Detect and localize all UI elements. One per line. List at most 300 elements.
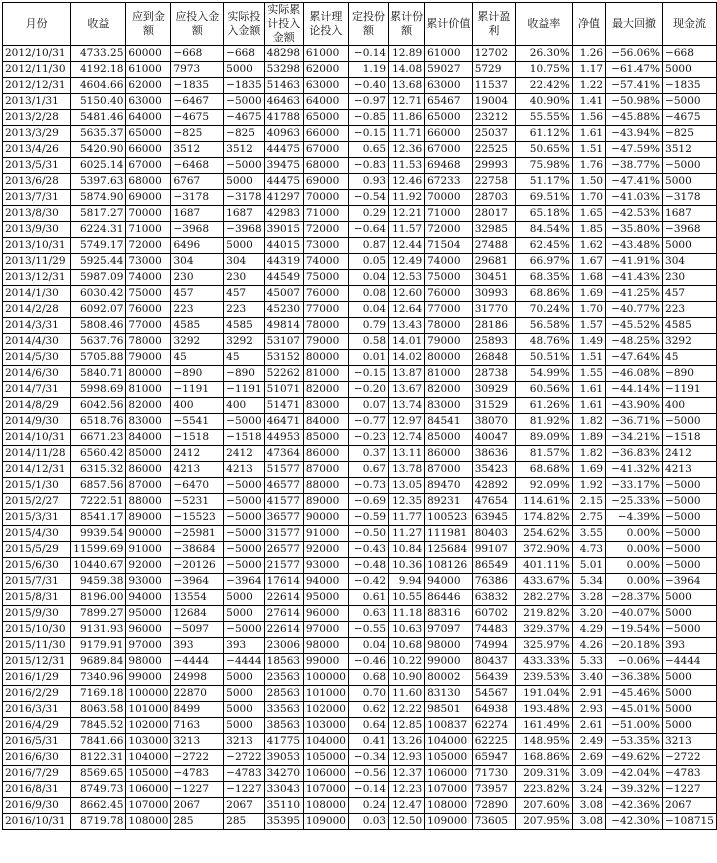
table-row	[3, 382, 717, 398]
cell-actual-investment: 5000	[224, 686, 265, 702]
cell-due-amount: 74000	[126, 270, 171, 286]
cell-net-value: 1.67	[572, 254, 605, 270]
cell-cumulative-actual: 46471	[264, 414, 303, 430]
cell-cumulative-value: 100837	[425, 718, 473, 734]
cell-cumulative-profit: 22758	[472, 174, 515, 190]
cell-cumulative-actual: 51463	[264, 78, 303, 94]
cell-cumulative-shares: 12.22	[389, 702, 425, 718]
cell-fixed-shares: 0.65	[348, 142, 388, 158]
cell-cumulative-theoretical: 97000	[303, 622, 348, 638]
cell-due-amount: 107000	[126, 798, 171, 814]
cell-cash-flow: 4585	[663, 318, 717, 334]
col-header-max-drawdown: 最大回撤	[606, 3, 663, 46]
cell-fixed-shares: −0.83	[348, 158, 388, 174]
cell-due-amount: 68000	[126, 174, 171, 190]
table-row	[3, 654, 717, 670]
cell-cumulative-actual: 22614	[264, 622, 303, 638]
cell-due-amount: 86000	[126, 462, 171, 478]
cell-cumulative-shares: 14.02	[389, 350, 425, 366]
cell-income: 10440.67	[71, 558, 126, 574]
cell-net-value: 4.29	[572, 622, 605, 638]
table-row	[3, 334, 717, 350]
cell-income: 5749.17	[71, 238, 126, 254]
cell-return-rate: 56.58%	[515, 318, 572, 334]
cell-return-rate: 433.33%	[515, 654, 572, 670]
cell-due-amount: 80000	[126, 366, 171, 382]
cell-cumulative-value: 98501	[425, 702, 473, 718]
cell-month: 2013/6/28	[3, 174, 71, 190]
cell-due-amount: 102000	[126, 718, 171, 734]
cell-month: 2014/6/30	[3, 366, 71, 382]
cell-actual-investment: −4783	[224, 766, 265, 782]
cell-income: 5998.69	[71, 382, 126, 398]
cell-cumulative-actual: 17614	[264, 574, 303, 590]
cell-planned-investment: 230	[171, 270, 224, 286]
cell-cumulative-profit: 63945	[472, 510, 515, 526]
cell-due-amount: 91000	[126, 542, 171, 558]
cell-net-value: 3.08	[572, 798, 605, 814]
cell-return-rate: 81.92%	[515, 414, 572, 430]
cell-cumulative-theoretical: 67000	[303, 142, 348, 158]
cell-cash-flow: −4444	[663, 654, 717, 670]
cell-cumulative-value: 80000	[425, 350, 473, 366]
cell-max-drawdown: −42.04%	[606, 766, 663, 782]
cell-cumulative-value: 108126	[425, 558, 473, 574]
cell-planned-investment: −825	[171, 126, 224, 142]
cell-income: 6857.56	[71, 478, 126, 494]
cell-cumulative-value: 84541	[425, 414, 473, 430]
cell-return-rate: 89.09%	[515, 430, 572, 446]
cell-due-amount: 96000	[126, 622, 171, 638]
cell-income: 5705.88	[71, 350, 126, 366]
cell-fixed-shares: 0.68	[348, 670, 388, 686]
cell-planned-investment: −5541	[171, 414, 224, 430]
cell-cumulative-actual: 38563	[264, 718, 303, 734]
cell-return-rate: 62.45%	[515, 238, 572, 254]
table-header	[3, 3, 717, 46]
cell-month: 2015/10/30	[3, 622, 71, 638]
cell-cumulative-profit: 99107	[472, 542, 515, 558]
cell-cumulative-theoretical: 82000	[303, 382, 348, 398]
cell-max-drawdown: −41.32%	[606, 462, 663, 478]
cell-cumulative-actual: 27614	[264, 606, 303, 622]
cell-cumulative-value: 83130	[425, 686, 473, 702]
cell-income: 8196.00	[71, 590, 126, 606]
cell-fixed-shares: −0.20	[348, 382, 388, 398]
cell-max-drawdown: −47.59%	[606, 142, 663, 158]
cell-fixed-shares: 0.58	[348, 334, 388, 350]
cell-cash-flow: 393	[663, 638, 717, 654]
cell-month: 2014/8/29	[3, 398, 71, 414]
cell-cumulative-actual: 45007	[264, 286, 303, 302]
cell-net-value: 3.09	[572, 766, 605, 782]
cell-planned-investment: −890	[171, 366, 224, 382]
cell-actual-investment: 5000	[224, 606, 265, 622]
cell-actual-investment: −1227	[224, 782, 265, 798]
cell-planned-investment: 13554	[171, 590, 224, 606]
cell-cumulative-profit: 62274	[472, 718, 515, 734]
cell-cumulative-value: 85000	[425, 430, 473, 446]
cell-actual-investment: −5000	[224, 526, 265, 542]
cell-cumulative-actual: 23563	[264, 670, 303, 686]
cell-cumulative-theoretical: 81000	[303, 366, 348, 382]
cell-cumulative-actual: 31577	[264, 526, 303, 542]
cell-max-drawdown: −42.53%	[606, 206, 663, 222]
cell-income: 9131.93	[71, 622, 126, 638]
cell-actual-investment: 5000	[224, 590, 265, 606]
cell-max-drawdown: −34.21%	[606, 430, 663, 446]
cell-cumulative-shares: 11.57	[389, 222, 425, 238]
cell-month: 2013/7/31	[3, 190, 71, 206]
cell-fixed-shares: 0.37	[348, 446, 388, 462]
cell-cumulative-shares: 12.74	[389, 430, 425, 446]
cell-cumulative-theoretical: 85000	[303, 430, 348, 446]
cell-return-rate: 207.95%	[515, 814, 572, 830]
cell-max-drawdown: −35.80%	[606, 222, 663, 238]
cell-cumulative-profit: 28186	[472, 318, 515, 334]
cell-max-drawdown: 0.00%	[606, 574, 663, 590]
cell-cash-flow: 4213	[663, 462, 717, 478]
cell-return-rate: 329.37%	[515, 622, 572, 638]
cell-cumulative-value: 67000	[425, 142, 473, 158]
cell-net-value: 1.61	[572, 126, 605, 142]
table-row	[3, 254, 717, 270]
cell-max-drawdown: −42.30%	[606, 814, 663, 830]
table-row	[3, 750, 717, 766]
cell-income: 9939.54	[71, 526, 126, 542]
cell-actual-investment: −668	[224, 46, 265, 62]
cell-cumulative-profit: 40047	[472, 430, 515, 446]
cell-return-rate: 10.75%	[515, 62, 572, 78]
cell-planned-investment: 400	[171, 398, 224, 414]
cell-cash-flow: −5000	[663, 510, 717, 526]
cell-cumulative-theoretical: 61000	[303, 46, 348, 62]
table-row	[3, 798, 717, 814]
cell-cumulative-theoretical: 91000	[303, 526, 348, 542]
cell-planned-investment: −6468	[171, 158, 224, 174]
cell-cumulative-theoretical: 102000	[303, 702, 348, 718]
cell-cumulative-value: 89231	[425, 494, 473, 510]
col-header-month: 月份	[3, 3, 71, 46]
cell-cumulative-theoretical: 106000	[303, 766, 348, 782]
cell-cash-flow: −108715	[663, 814, 717, 830]
cell-month: 2016/10/31	[3, 814, 71, 830]
cell-net-value: 1.92	[572, 478, 605, 494]
cell-cumulative-value: 87000	[425, 462, 473, 478]
cell-income: 6671.23	[71, 430, 126, 446]
cell-net-value: 5.34	[572, 574, 605, 590]
cell-net-value: 1.69	[572, 462, 605, 478]
cell-net-value: 4.26	[572, 638, 605, 654]
cell-cumulative-theoretical: 70000	[303, 190, 348, 206]
cell-cumulative-profit: 38070	[472, 414, 515, 430]
cell-cumulative-profit: 23212	[472, 110, 515, 126]
cell-actual-investment: 4213	[224, 462, 265, 478]
cell-net-value: 1.76	[572, 158, 605, 174]
cell-cash-flow: −5000	[663, 558, 717, 574]
cell-net-value: 1.51	[572, 350, 605, 366]
cell-cumulative-actual: 44015	[264, 238, 303, 254]
cell-due-amount: 71000	[126, 222, 171, 238]
cell-cumulative-actual: 44475	[264, 142, 303, 158]
cell-net-value: 5.33	[572, 654, 605, 670]
cell-max-drawdown: −45.88%	[606, 110, 663, 126]
cell-fixed-shares: 0.24	[348, 798, 388, 814]
cell-max-drawdown: −49.62%	[606, 750, 663, 766]
cell-cumulative-actual: 47364	[264, 446, 303, 462]
cell-actual-investment: −2722	[224, 750, 265, 766]
cell-cumulative-value: 71504	[425, 238, 473, 254]
cell-fixed-shares: 0.04	[348, 638, 388, 654]
cell-cumulative-shares: 12.49	[389, 254, 425, 270]
cell-cumulative-theoretical: 65000	[303, 110, 348, 126]
cell-cumulative-profit: 73957	[472, 782, 515, 798]
table-row	[3, 814, 717, 830]
cell-cumulative-theoretical: 93000	[303, 558, 348, 574]
cell-cumulative-profit: 28703	[472, 190, 515, 206]
cell-cumulative-theoretical: 68000	[303, 158, 348, 174]
cell-max-drawdown: −61.47%	[606, 62, 663, 78]
cell-income: 4192.18	[71, 62, 126, 78]
cell-cumulative-value: 94000	[425, 574, 473, 590]
cell-cumulative-actual: 51471	[264, 398, 303, 414]
cell-net-value: 2.15	[572, 494, 605, 510]
cell-month: 2016/3/31	[3, 702, 71, 718]
cell-cumulative-actual: 39053	[264, 750, 303, 766]
cell-due-amount: 77000	[126, 318, 171, 334]
cell-due-amount: 63000	[126, 94, 171, 110]
cell-fixed-shares: −0.77	[348, 414, 388, 430]
table-row	[3, 702, 717, 718]
cell-cumulative-actual: 26577	[264, 542, 303, 558]
cell-due-amount: 65000	[126, 126, 171, 142]
cell-cumulative-shares: 11.77	[389, 510, 425, 526]
cell-month: 2014/9/30	[3, 414, 71, 430]
cell-fixed-shares: −0.48	[348, 558, 388, 574]
cell-cumulative-profit: 19004	[472, 94, 515, 110]
cell-due-amount: 104000	[126, 750, 171, 766]
cell-cumulative-shares: 12.50	[389, 814, 425, 830]
cell-cash-flow: −5000	[663, 414, 717, 430]
cell-cumulative-shares: 13.43	[389, 318, 425, 334]
cell-cash-flow: −890	[663, 366, 717, 382]
cell-cumulative-value: 99000	[425, 654, 473, 670]
cell-month: 2016/9/30	[3, 798, 71, 814]
cell-cumulative-actual: 51577	[264, 462, 303, 478]
cell-cumulative-value: 76000	[425, 286, 473, 302]
cell-return-rate: 51.17%	[515, 174, 572, 190]
cell-planned-investment: 393	[171, 638, 224, 654]
cell-cumulative-profit: 30451	[472, 270, 515, 286]
cell-cumulative-shares: 12.35	[389, 494, 425, 510]
cell-cumulative-theoretical: 107000	[303, 782, 348, 798]
table-row	[3, 190, 717, 206]
cell-cumulative-shares: 12.53	[389, 270, 425, 286]
cell-cumulative-value: 106000	[425, 766, 473, 782]
cell-actual-investment: 1687	[224, 206, 265, 222]
cell-due-amount: 106000	[126, 782, 171, 798]
cell-cumulative-profit: 71730	[472, 766, 515, 782]
cell-cumulative-theoretical: 69000	[303, 174, 348, 190]
cell-planned-investment: −20126	[171, 558, 224, 574]
cell-max-drawdown: −47.41%	[606, 174, 663, 190]
cell-fixed-shares: −0.43	[348, 542, 388, 558]
cell-income: 4604.66	[71, 78, 126, 94]
cell-cumulative-shares: 13.68	[389, 78, 425, 94]
cell-cumulative-theoretical: 78000	[303, 318, 348, 334]
cell-net-value: 1.56	[572, 110, 605, 126]
col-header-cumulative-profit: 累计盈利	[472, 3, 515, 46]
cell-cumulative-actual: 53152	[264, 350, 303, 366]
cell-actual-investment: 5000	[224, 718, 265, 734]
col-header-cumulative-value: 累计价值	[425, 3, 473, 46]
cell-due-amount: 100000	[126, 686, 171, 702]
cell-net-value: 1.51	[572, 142, 605, 158]
cell-cumulative-actual: 33563	[264, 702, 303, 718]
cell-due-amount: 67000	[126, 158, 171, 174]
cell-return-rate: 161.49%	[515, 718, 572, 734]
cell-actual-investment: 4585	[224, 318, 265, 334]
cell-fixed-shares: 0.04	[348, 270, 388, 286]
cell-month: 2015/7/31	[3, 574, 71, 590]
cell-cumulative-value: 61000	[425, 46, 473, 62]
cell-actual-investment: −5000	[224, 158, 265, 174]
cell-actual-investment: −890	[224, 366, 265, 382]
cell-fixed-shares: 0.61	[348, 590, 388, 606]
cell-return-rate: 219.82%	[515, 606, 572, 622]
cell-cash-flow: 230	[663, 270, 717, 286]
cell-cumulative-theoretical: 95000	[303, 590, 348, 606]
cell-month: 2016/7/29	[3, 766, 71, 782]
cell-max-drawdown: −25.33%	[606, 494, 663, 510]
cell-planned-investment: 4585	[171, 318, 224, 334]
cell-cumulative-shares: 13.87	[389, 366, 425, 382]
cell-cash-flow: −5000	[663, 94, 717, 110]
cell-cumulative-shares: 12.64	[389, 302, 425, 318]
cell-return-rate: 193.48%	[515, 702, 572, 718]
cell-actual-investment: 285	[224, 814, 265, 830]
cell-net-value: 1.82	[572, 414, 605, 430]
cell-cumulative-profit: 30929	[472, 382, 515, 398]
cell-income: 6518.76	[71, 414, 126, 430]
cell-max-drawdown: −41.91%	[606, 254, 663, 270]
cell-income: 5637.76	[71, 334, 126, 350]
cell-month: 2016/2/29	[3, 686, 71, 702]
cell-fixed-shares: −0.50	[348, 526, 388, 542]
cell-due-amount: 97000	[126, 638, 171, 654]
cell-max-drawdown: −43.90%	[606, 398, 663, 414]
table-row	[3, 446, 717, 462]
cell-return-rate: 68.86%	[515, 286, 572, 302]
cell-cash-flow: 223	[663, 302, 717, 318]
cell-cumulative-theoretical: 86000	[303, 446, 348, 462]
cell-cash-flow: −5000	[663, 158, 717, 174]
cell-return-rate: 26.30%	[515, 46, 572, 62]
cell-max-drawdown: −50.98%	[606, 94, 663, 110]
table-row	[3, 542, 717, 558]
cell-cumulative-profit: 29681	[472, 254, 515, 270]
cell-net-value: 1.61	[572, 398, 605, 414]
cell-actual-investment: 393	[224, 638, 265, 654]
cell-cumulative-value: 89470	[425, 478, 473, 494]
cell-due-amount: 90000	[126, 526, 171, 542]
cell-due-amount: 72000	[126, 238, 171, 254]
col-header-net-value: 净值	[572, 3, 605, 46]
col-header-actual-investment: 实际投入金额	[224, 3, 265, 46]
cell-max-drawdown: −53.35%	[606, 734, 663, 750]
cell-cumulative-theoretical: 66000	[303, 126, 348, 142]
cell-income: 5150.40	[71, 94, 126, 110]
cell-actual-investment: −5000	[224, 94, 265, 110]
cell-due-amount: 81000	[126, 382, 171, 398]
cell-due-amount: 108000	[126, 814, 171, 830]
cell-cumulative-profit: 76386	[472, 574, 515, 590]
table-row	[3, 174, 717, 190]
cell-return-rate: 84.54%	[515, 222, 572, 238]
cell-return-rate: 60.56%	[515, 382, 572, 398]
cell-income: 5420.90	[71, 142, 126, 158]
cell-max-drawdown: −0.06%	[606, 654, 663, 670]
cell-planned-investment: 8499	[171, 702, 224, 718]
cell-max-drawdown: −43.48%	[606, 238, 663, 254]
cell-cumulative-profit: 30993	[472, 286, 515, 302]
cell-due-amount: 85000	[126, 446, 171, 462]
cell-planned-investment: −5097	[171, 622, 224, 638]
cell-max-drawdown: −19.54%	[606, 622, 663, 638]
cell-cumulative-actual: 40963	[264, 126, 303, 142]
cell-cumulative-value: 69468	[425, 158, 473, 174]
cell-cumulative-actual: 23006	[264, 638, 303, 654]
cell-cumulative-actual: 44549	[264, 270, 303, 286]
cell-income: 8569.65	[71, 766, 126, 782]
cell-cumulative-actual: 22614	[264, 590, 303, 606]
table-row	[3, 638, 717, 654]
cell-cumulative-value: 71000	[425, 206, 473, 222]
cell-cumulative-shares: 12.60	[389, 286, 425, 302]
cell-cumulative-value: 82000	[425, 382, 473, 398]
cell-cumulative-value: 80002	[425, 670, 473, 686]
cell-planned-investment: −668	[171, 46, 224, 62]
cell-max-drawdown: −41.25%	[606, 286, 663, 302]
cell-month: 2012/10/31	[3, 46, 71, 62]
cell-due-amount: 94000	[126, 590, 171, 606]
cell-cumulative-theoretical: 98000	[303, 638, 348, 654]
cell-actual-investment: −5000	[224, 510, 265, 526]
table-row	[3, 782, 717, 798]
cell-return-rate: 48.76%	[515, 334, 572, 350]
cell-income: 5987.09	[71, 270, 126, 286]
cell-cumulative-theoretical: 99000	[303, 654, 348, 670]
cell-month: 2013/1/31	[3, 94, 71, 110]
cell-return-rate: 239.53%	[515, 670, 572, 686]
cell-planned-investment: 6496	[171, 238, 224, 254]
cell-cash-flow: 1687	[663, 206, 717, 222]
cell-actual-investment: −5000	[224, 494, 265, 510]
cell-planned-investment: −3178	[171, 190, 224, 206]
cell-cumulative-value: 83000	[425, 398, 473, 414]
cell-cumulative-value: 63000	[425, 78, 473, 94]
data-table-container	[2, 2, 717, 830]
cell-actual-investment: −3178	[224, 190, 265, 206]
cell-due-amount: 93000	[126, 574, 171, 590]
cell-max-drawdown: −45.52%	[606, 318, 663, 334]
cell-max-drawdown: −36.38%	[606, 670, 663, 686]
cell-cumulative-theoretical: 63000	[303, 78, 348, 94]
cell-month: 2013/8/30	[3, 206, 71, 222]
table-row	[3, 206, 717, 222]
table-row	[3, 142, 717, 158]
cell-fixed-shares: −0.56	[348, 766, 388, 782]
